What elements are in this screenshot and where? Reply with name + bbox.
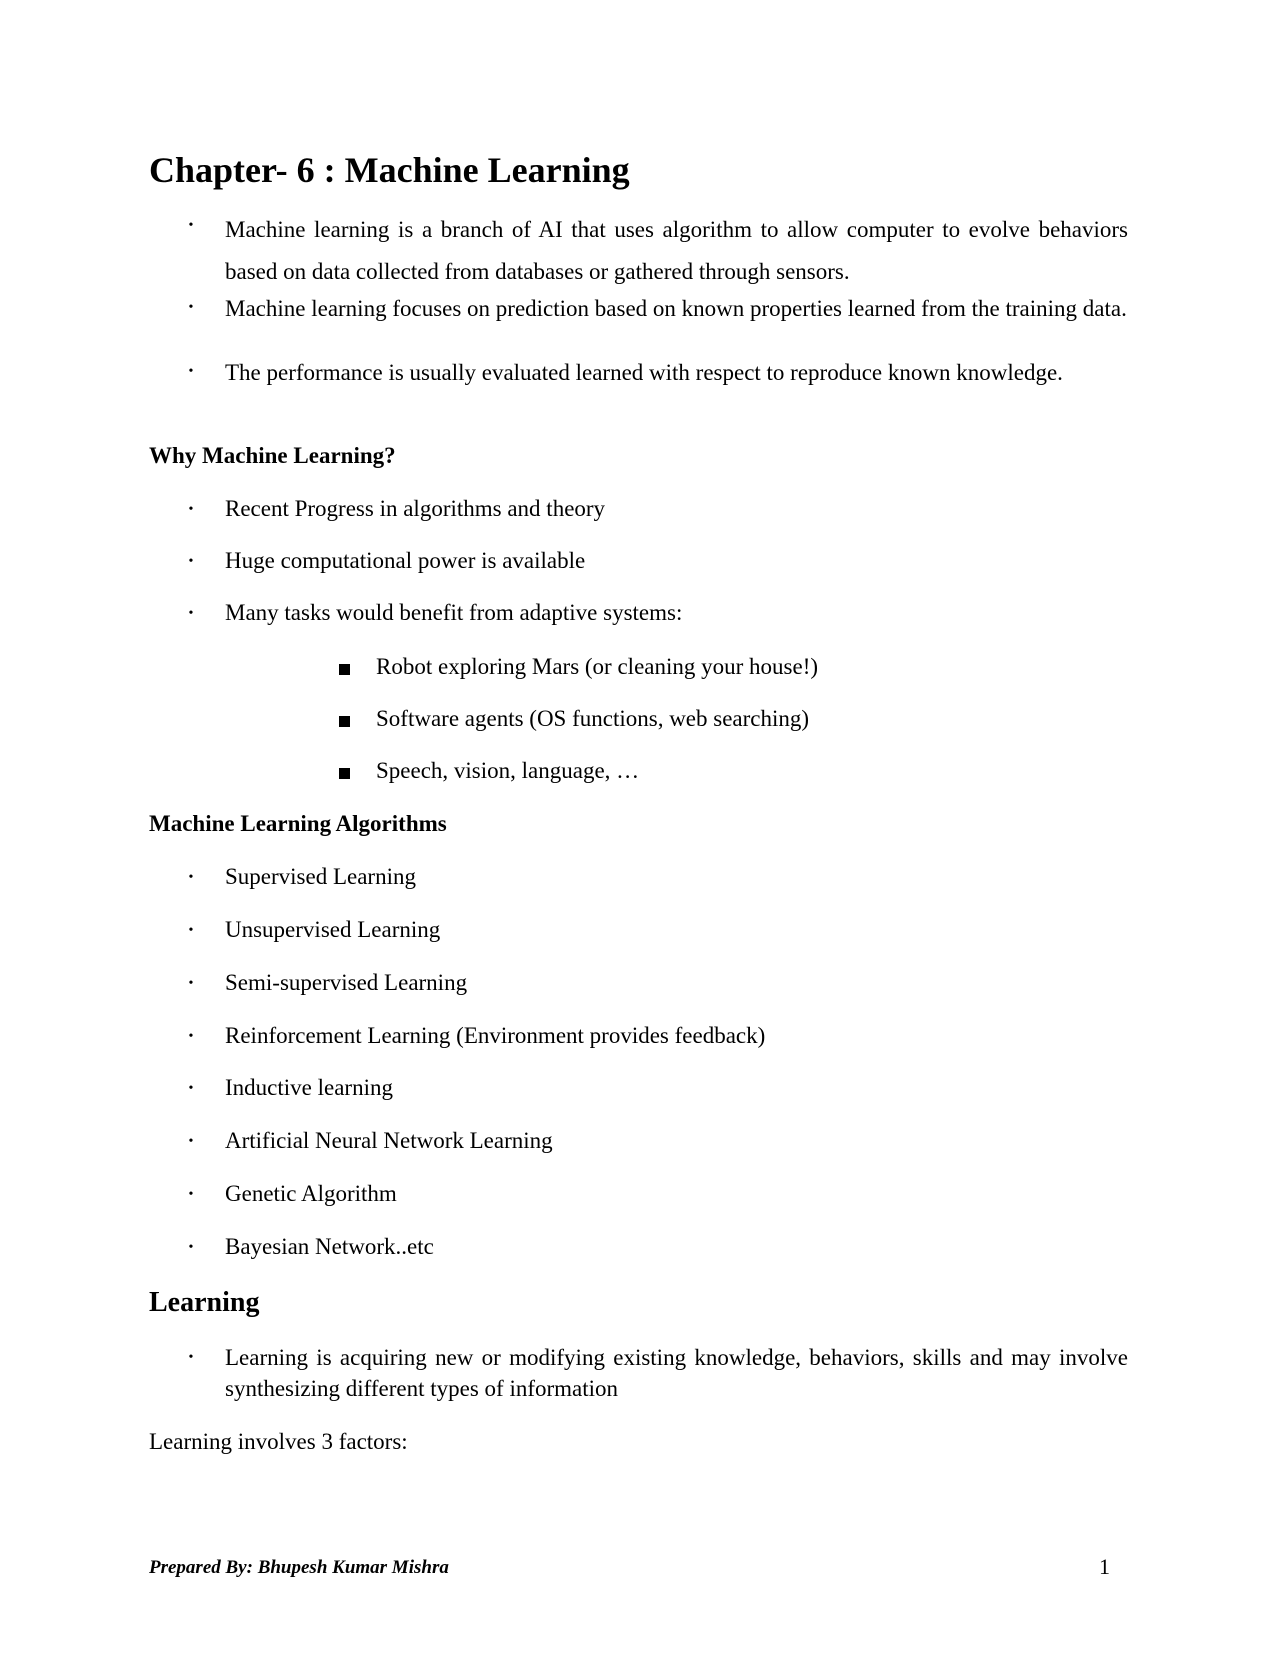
bullet-icon: • xyxy=(188,1081,194,1096)
adaptive-system-item: Software agents (OS functions, web searching) xyxy=(376,706,810,731)
learning-factors-text: Learning involves 3 factors: xyxy=(149,1429,408,1454)
bullet-icon: • xyxy=(188,976,194,991)
page-number: 1 xyxy=(1099,1554,1110,1579)
algorithm-item: Bayesian Network..etc xyxy=(225,1234,434,1259)
bullet-icon: • xyxy=(188,870,194,885)
adaptive-system-item: Robot exploring Mars (or cleaning your house!) xyxy=(376,654,819,679)
bullet-icon: • xyxy=(188,1240,194,1255)
why-ml-item: Many tasks would benefit from adaptive systems: xyxy=(225,600,683,625)
intro-item: Machine learning focuses on prediction based on known properties learned from the training data. xyxy=(225,296,1127,321)
why-ml-item: Recent Progress in algorithms and theory xyxy=(225,496,606,521)
square-bullet-icon xyxy=(339,716,350,727)
footer-author: Prepared By: Bhupesh Kumar Mishra xyxy=(149,1557,449,1578)
intro-item: Machine learning is a branch of AI that uses algorithm to allow computer to evolve behaviors based on data collected from databases or gathered through sensors. xyxy=(225,217,1128,284)
algorithm-item: Unsupervised Learning xyxy=(225,917,441,942)
bullet-icon: • xyxy=(188,502,194,517)
bullet-icon: • xyxy=(188,1029,194,1044)
bullet-icon: • xyxy=(188,218,194,233)
why-ml-heading: Why Machine Learning? xyxy=(149,443,396,468)
bullet-icon: • xyxy=(188,1350,194,1365)
bullet-icon: • xyxy=(188,300,194,315)
bullet-icon: • xyxy=(188,1134,194,1149)
algorithm-item: Semi-supervised Learning xyxy=(225,970,468,995)
algorithm-item: Artificial Neural Network Learning xyxy=(225,1128,553,1153)
learning-heading: Learning xyxy=(149,1287,260,1318)
adaptive-system-item: Speech, vision, language, … xyxy=(376,758,640,783)
learning-item: Learning is acquiring new or modifying existing knowledge, behaviors, skills and may involve synthesizing different types of information xyxy=(225,1345,1128,1401)
square-bullet-icon xyxy=(339,768,350,779)
algorithm-item: Genetic Algorithm xyxy=(225,1181,397,1206)
algorithm-item: Reinforcement Learning (Environment provides feedback) xyxy=(225,1023,766,1048)
bullet-icon: • xyxy=(188,364,194,379)
bullet-icon: • xyxy=(188,1187,194,1202)
algorithm-item: Supervised Learning xyxy=(225,864,416,889)
intro-item: The performance is usually evaluated learned with respect to reproduce known knowledge. xyxy=(225,360,1063,385)
bullet-icon: • xyxy=(188,554,194,569)
square-bullet-icon xyxy=(339,664,350,675)
chapter-title: Chapter- 6 : Machine Learning xyxy=(149,150,630,190)
why-ml-item: Huge computational power is available xyxy=(225,548,586,573)
algorithm-item: Inductive learning xyxy=(225,1075,393,1100)
bullet-icon: • xyxy=(188,923,194,938)
bullet-icon: • xyxy=(188,606,194,621)
ml-algorithms-heading: Machine Learning Algorithms xyxy=(149,811,447,836)
